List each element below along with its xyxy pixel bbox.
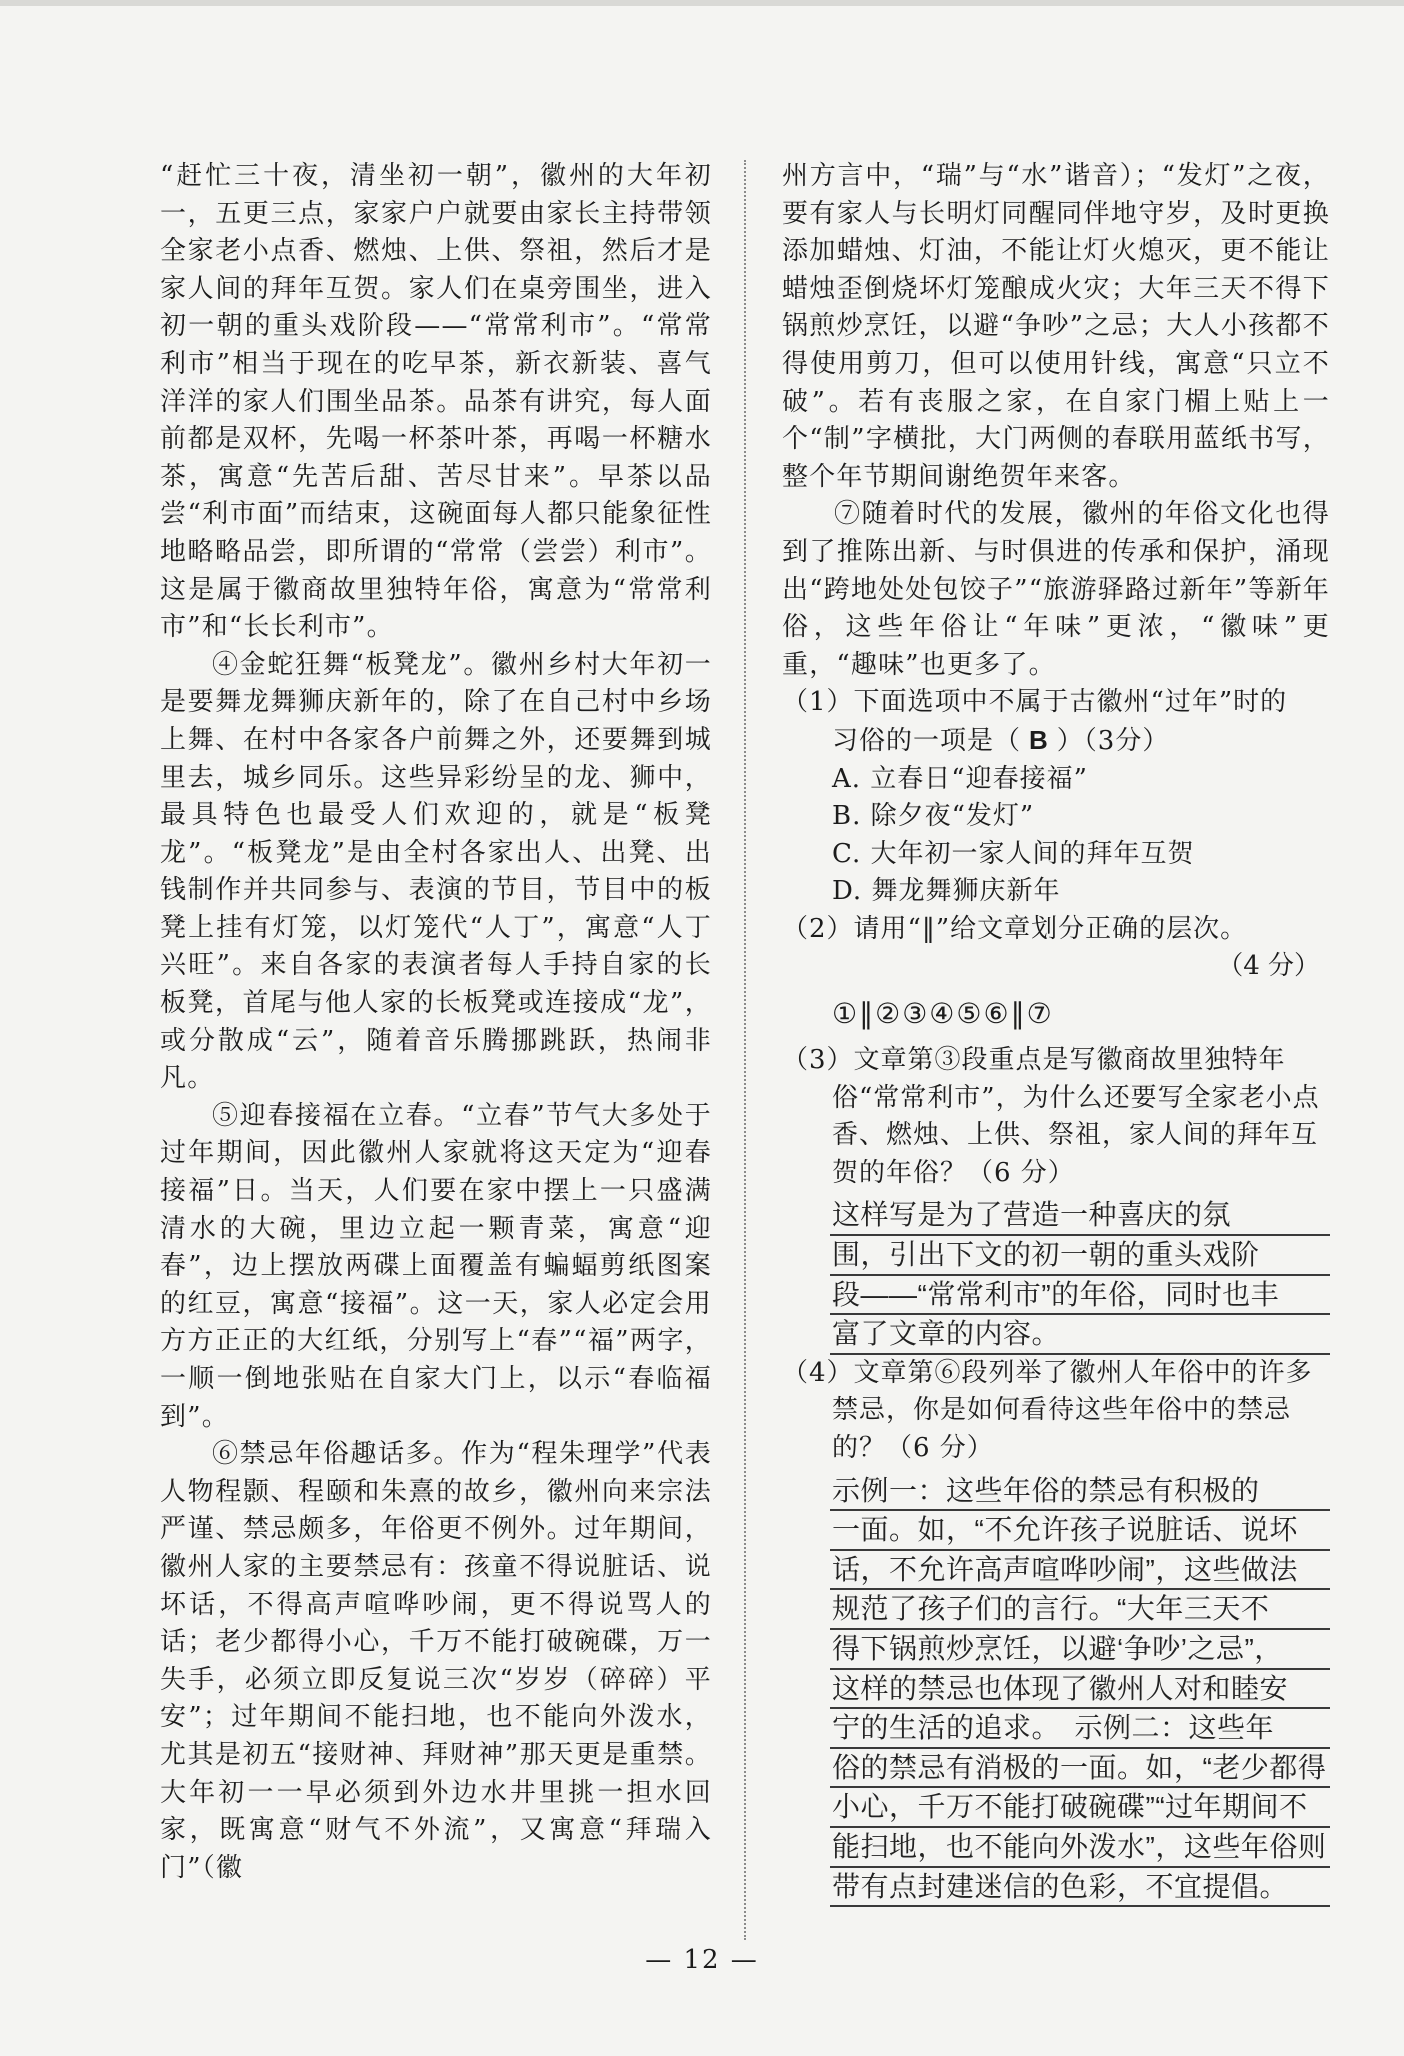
answer-line: 宁的生活的追求。 示例二：这些年 <box>830 1709 1330 1749</box>
paragraph-6: ⑥禁忌年俗趣话多。作为“程朱理学”代表人物程颢、程颐和朱熹的故乡，徽州向来宗法严谨、禁忌颇多，年俗更不例外。过年期间，徽州人家的主要禁忌有：孩童不得说脏话、说坏话，不得高声喧哗吵闹，更不得说骂人的话；老少都得小心，千万不能打破碗碟，万一失手，必须立即反复说三次“岁岁（碎碎）平安”；过年期间不能扫地，也不能向外泼水，尤其是初五“接财神、拜财神”那天更是重禁。大年初一一早必须到外边水井里挑一担水回家，既寓意“财气不外流”，又寓意“拜瑞入门”（徽 <box>160 1439 712 1883</box>
question-1-stem <box>782 684 1330 722</box>
option-b: B. 除夕夜“发灯” <box>832 801 1035 832</box>
answer-line: 围，引出下文的初一朝的重头戏阶 <box>830 1236 1330 1276</box>
question-3-number: （3） <box>782 1045 854 1076</box>
page-number: — 12 — <box>645 1945 759 1975</box>
question-1-text-b: 习俗的一项是（ <box>832 725 1022 756</box>
question-3-text: 文章第③段重点是写徽商故里独特年俗“常常利市”，为什么还要写全家老小点香、燃烛、上供、祭祖，家人间的拜年互贺的年俗？（6 分） <box>832 1045 1320 1188</box>
answer-line: 这样的禁忌也体现了徽州人对和睦安 <box>830 1670 1330 1710</box>
question-4-answer <box>830 1472 1330 1908</box>
question-4 <box>782 1355 1330 1907</box>
paragraph-3-body: “赶忙三十夜，清坐初一朝”，徽州的大年初一，五更三点，家家户户就要由家长主持带领全家老小点香、燃烛、上供、祭祖，然后才是家人间的拜年互贺。家人们在桌旁围坐，进入初一朝的重头戏阶段——“常常利市”。“常常利市”相当于现在的吃早茶，新衣新装、喜气洋洋的家人们围坐品茶。品茶有讲究，每人面前都是双杯，先喝一杯茶叶茶，再喝一杯糖水茶，寓意“先苦后甜、苦尽甘来”。早茶以品尝“利市面”而结束，这碗面每人都只能象征性地略略品尝，即所谓的“常常（尝尝）利市”。这是属于徽商故里独特年俗，寓意为“常常利市”和“长长利市”。 <box>160 161 712 643</box>
answer-line: 话，不允许高声喧哗吵闹”，这些做法 <box>830 1551 1330 1591</box>
question-2-score: （4 分） <box>1217 951 1320 982</box>
answer-line: 这样写是为了营造一种喜庆的氛 <box>830 1196 1330 1236</box>
question-2-text: 请用“‖”给文章划分正确的层次。 <box>853 913 1248 944</box>
question-4-number: （4） <box>782 1357 854 1388</box>
answer-line: 能扫地，也不能向外泼水”，这些年俗则 <box>830 1828 1330 1868</box>
left-column <box>160 158 712 1887</box>
question-2-stem <box>782 911 1330 949</box>
answer-line: 段——“常常利市”的年俗，同时也丰 <box>830 1276 1330 1316</box>
question-4-text: 文章第⑥段列举了徽州人年俗中的许多禁忌，你是如何看待这些年俗中的禁忌的？（6 分） <box>832 1357 1313 1463</box>
question-1-options <box>782 761 1330 911</box>
paragraph-5: ⑤迎春接福在立春。“立春”节气大多处于过年期间，因此徽州人家就将这天定为“迎春接福”日。当天，人们要在家中摆上一只盛满清水的大碗，里边立起一颗青菜，寓意“迎春”，边上摆放两碟上面覆盖有蝙蝠剪纸图案的红豆，寓意“接福”。这一天，家人必定会用方方正正的大红纸，分别写上“春”“福”两字，一顺一倒地张贴在自家大门上，以示“春临福到”。 <box>160 1100 712 1432</box>
answer-line: 规范了孩子们的言行。“大年三天不 <box>830 1590 1330 1630</box>
question-4-stem <box>782 1355 1330 1468</box>
question-2-number: （2） <box>782 913 854 944</box>
answer-line: 一面。如，“不允许孩子说脏话、说坏 <box>830 1511 1330 1551</box>
question-1-number: （1） <box>782 687 854 718</box>
question-3-answer <box>830 1196 1330 1354</box>
answer-line: 得下锅煎炒烹饪，以避‘争吵’之忌”， <box>830 1630 1330 1670</box>
question-3 <box>782 1042 1330 1355</box>
question-1-text-a: 下面选项中不属于古徽州“过年”时的 <box>853 687 1288 718</box>
question-2 <box>782 911 1330 1034</box>
paragraph-4: ④金蛇狂舞“板凳龙”。徽州乡村大年初一是要舞龙舞狮庆新年的，除了在自己村中乡场上舞、在村中各家各户前舞之外，还要舞到城里去，城乡同乐。这些异彩纷呈的龙、狮中，最具特色也最受人们欢迎的，就是“板凳龙”。“板凳龙”是由全村各家出人、出凳、出钱制作并共同参与、表演的节目，节目中的板凳上挂有灯笼，以灯笼代“人丁”，寓意“人丁兴旺”。来自各家的表演者每人手持自家的长板凳，首尾与他人家的长板凳或连接成“龙”，或分散成“云”，随着音乐腾挪跳跃，热闹非凡。 <box>160 649 712 1094</box>
paragraph-7: ⑦随着时代的发展，徽州的年俗文化也得到了推陈出新、与时俱进的传承和保护，涌现出“跨地处处包饺子”“旅游驿路过新年”等新年俗，这些年俗让“年味”更浓，“徽味”更重，“趣味”也更多了。 <box>782 499 1330 680</box>
question-1-text-c: ）（3分） <box>1056 725 1170 756</box>
top-edge-line <box>0 0 1404 6</box>
question-1-answer: B <box>1029 724 1049 755</box>
option-d: D. 舞龙舞狮庆新年 <box>832 876 1061 907</box>
question-1 <box>782 684 1330 911</box>
answer-line: 示例一：这些年俗的禁忌有积极的 <box>830 1472 1330 1512</box>
option-a: A. 立春日“迎春接福” <box>832 763 1088 794</box>
answer-line: 带有点封建迷信的色彩，不宜提倡。 <box>830 1868 1330 1908</box>
right-column <box>782 158 1330 1907</box>
answer-line: 富了文章的内容。 <box>830 1315 1330 1355</box>
option-c: C. 大年初一家人间的拜年互贺 <box>832 838 1195 869</box>
answer-line: 小心，千万不能打破碗碟”“过年期间不 <box>830 1788 1330 1828</box>
paragraph-6-continued: 州方言中，“瑞”与“水”谐音）；“发灯”之夜，要有家人与长明灯同醒同伴地守岁，及时更换添加蜡烛、灯油，不能让灯火熄灭，更不能让蜡烛歪倒烧坏灯笼酿成火灾；大年三天不得下锅煎炒烹饪，以避“争吵”之忌；大人小孩都不得使用剪刀，但可以使用针线，寓意“只立不破”。若有丧服之家，在自家门楣上贴上一个“制”字横批，大门两侧的春联用蓝纸书写，整个年节期间谢绝贺年来客。 <box>782 161 1330 492</box>
column-divider <box>744 160 746 1940</box>
question-1-stem-line2 <box>782 722 1330 761</box>
answer-line: 俗的禁忌有消极的一面。如，“老少都得 <box>830 1749 1330 1789</box>
question-3-stem <box>782 1042 1330 1192</box>
question-2-answer: ①‖②③④⑤⑥‖⑦ <box>832 997 1054 1031</box>
